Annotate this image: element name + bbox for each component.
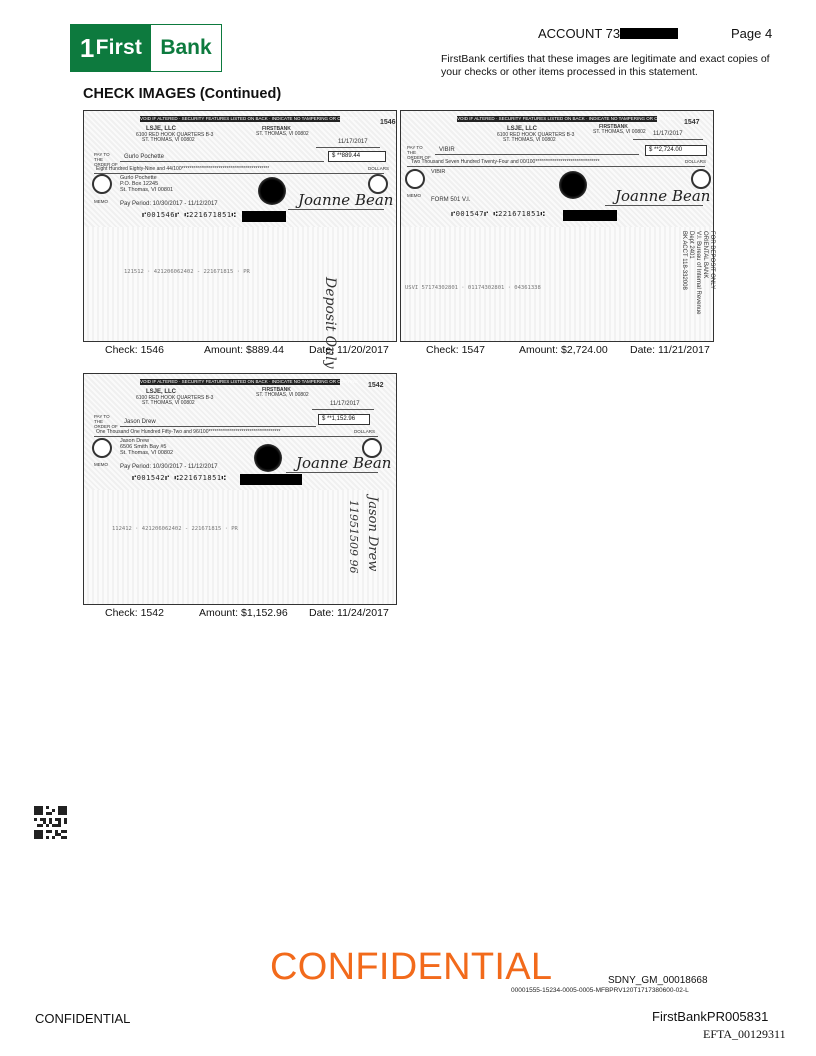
security-ring-left (92, 438, 112, 458)
check-date: 11/17/2017 (653, 131, 683, 137)
confidential-footer-label: CONFIDENTIAL (35, 1011, 131, 1026)
amount-line (407, 166, 705, 167)
payer-address-2: ST. THOMAS, VI 00802 (503, 137, 556, 143)
pay-to-label: PAY TO THE ORDER OF (94, 152, 118, 167)
payee-address-line: VIBIR (431, 169, 446, 175)
caption-date: Date: 11/24/2017 (309, 607, 389, 619)
sdny-bates-number: SDNY_GM_00018668 (608, 975, 708, 986)
confidential-stamp: CONFIDENTIAL (270, 946, 553, 988)
caption-amount: Amount: $1,152.96 (199, 607, 288, 619)
amount-line (94, 173, 384, 174)
deposit-stamp (680, 231, 715, 331)
date-line (633, 139, 703, 140)
security-seal (254, 444, 282, 472)
stamp-line: V.I. Bureau of Internal Revenue (695, 231, 701, 315)
check-date: 11/17/2017 (338, 139, 368, 145)
security-warning-bar: VOID IF ALTERED · SECURITY FEATURES LISTED ON BACK · INDICATE NO TAMPERING OR COPYING (457, 116, 676, 121)
bank-name: FIRSTBANK (262, 126, 291, 132)
amount-words: Eight Hundred Eighty-Nine and 44/100********************************************* (96, 166, 270, 172)
micr-line: ⑈001542⑈ ⑆221671851⑆ (132, 474, 227, 482)
caption-amount: Amount: $2,724.00 (519, 344, 608, 356)
pay-to-label: PAY TO THE ORDER OF (94, 414, 118, 429)
amount-words: Two Thousand Seven Hundred Twenty-Four and 00/100********************************* (411, 159, 600, 165)
logo-bank-text: Bank (151, 25, 221, 71)
pay-period: Pay Period: 10/30/2017 - 11/12/2017 (120, 201, 218, 207)
endorsement-micr: USVI 57174302801 · 01174302801 · 04361338 (405, 285, 541, 291)
stamp-line: Dept 2401 (688, 231, 694, 259)
signature: Joanne Bean (615, 187, 711, 205)
account-number: ACCOUNT 73 (538, 26, 621, 41)
security-ring-right (691, 169, 711, 189)
check-image-1547 (400, 110, 714, 342)
endorsement-micr: 112412 · 421206062402 - 221671815 · PR (112, 526, 238, 532)
payer-name: LSJE, LLC (146, 126, 177, 132)
handwritten-name: Jason Drew (365, 496, 380, 572)
payee-line (120, 161, 324, 162)
check-front (84, 111, 396, 228)
qr-code-icon (34, 806, 67, 839)
dollars-label: DOLLARS (685, 159, 707, 164)
dollars-label: DOLLARS (368, 166, 390, 171)
amount-box: $ **889.44 (328, 151, 386, 162)
caption-date: Date: 11/21/2017 (630, 344, 710, 356)
firstbank-logo (70, 24, 222, 72)
certification-text: FirstBank certifies that these images are legitimate and exact copies of your checks or other items processed in this statement. (441, 53, 770, 78)
bank-address: ST. THOMAS, VI 00802 (593, 129, 646, 135)
stamp-line: ORIENTAL BANK (702, 231, 708, 279)
amount-box: $ **1,152.96 (318, 414, 370, 425)
endorsement-micr: 121512 · 421206062402 - 221671815 · PR (124, 269, 250, 275)
document-id: 00001555-15234-0005-0005-MFBPRV120T1717380600-02-L (511, 987, 689, 994)
payer-name: LSJE, LLC (507, 126, 538, 132)
stamp-line: FOR DEPOSIT ONLY (709, 231, 715, 290)
address-line: 6506 Smith Bay #5 (120, 444, 167, 450)
address-line: St. Thomas, VI 00802 (120, 450, 174, 456)
payer-name: LSJE, LLC (146, 389, 177, 395)
date-line (312, 409, 374, 410)
signature: Joanne Bean (296, 454, 392, 472)
check-number: 1547 (684, 119, 700, 126)
address-line: St. Thomas, VI 00801 (120, 187, 174, 193)
logo-mark (71, 25, 151, 71)
micr-redaction (563, 210, 617, 221)
signature-line (286, 472, 378, 473)
micr-line: ⑈001547⑈ ⑆221671851⑆ (451, 210, 546, 218)
payer-address-1: 6100 RED HOOK QUARTERS B-3 (497, 132, 575, 138)
logo-first-text: First (95, 36, 143, 59)
caption-amount: Amount: $889.44 (204, 344, 284, 356)
memo-label: MEMO (407, 193, 421, 198)
security-seal (559, 171, 587, 199)
check-front (401, 111, 713, 228)
bank-name: FIRSTBANK (262, 387, 291, 393)
efta-number: EFTA_00129311 (703, 1027, 786, 1041)
bank-address: ST. THOMAS, VI 00802 (256, 392, 309, 398)
account-label (538, 26, 678, 41)
handwritten-number: 11951509 96 (347, 500, 360, 574)
date-line (316, 147, 380, 148)
memo-value: FORM 501 V.I. (431, 197, 471, 203)
micr-redaction (240, 474, 302, 485)
check-number: 1546 (380, 119, 396, 126)
security-ring-left (92, 174, 112, 194)
caption-check-number: Check: 1546 (105, 344, 164, 356)
payer-address-1: 6100 RED HOOK QUARTERS B-3 (136, 132, 214, 138)
address-line: Gurlo Pochette (120, 175, 157, 181)
check-date: 11/17/2017 (330, 401, 360, 407)
bank-address: ST. THOMAS, VI 00802 (256, 131, 309, 137)
memo-label: MEMO (94, 462, 108, 467)
check-back (401, 227, 713, 341)
amount-words: One Thousand One Hundred Fifty-Two and 96/100************************************* (96, 429, 281, 435)
dollars-label: DOLLARS (354, 429, 376, 434)
payee-address-block (120, 175, 173, 193)
security-warning-bar: VOID IF ALTERED · SECURITY FEATURES LISTED ON BACK · INDICATE NO TAMPERING OR COPYING (140, 379, 359, 384)
section-title: CHECK IMAGES (Continued) (83, 86, 282, 102)
address-line: P.O. Box 12245 (120, 181, 159, 187)
security-ring-left (405, 169, 425, 189)
signature-line (605, 205, 703, 206)
stamp-line: BK ACCT 118-332008 (681, 231, 687, 290)
payee-line (435, 154, 639, 155)
bank-name: FIRSTBANK (599, 124, 628, 130)
payee-name: Jason Drew (124, 419, 156, 425)
account-redaction (620, 28, 678, 39)
check-image-1542 (83, 373, 397, 605)
amount-box: $ **2,724.00 (645, 145, 707, 156)
handwritten-endorsement: Deposit Only (322, 277, 338, 369)
micr-line: ⑈001546⑈ ⑆221671851⑆ (142, 211, 237, 219)
signature-line (288, 209, 384, 210)
payee-line (120, 426, 316, 427)
payer-address-1: 6100 RED HOOK QUARTERS B-3 (136, 395, 214, 401)
payee-name: Gurlo Pochette (124, 154, 165, 160)
security-warning-bar: VOID IF ALTERED · SECURITY FEATURES LISTED ON BACK · INDICATE NO TAMPERING OR COPYING (140, 116, 359, 121)
payer-address-2: ST. THOMAS, VI 00802 (142, 137, 195, 143)
memo-label: MEMO (94, 199, 108, 204)
payee-address-block (120, 438, 173, 456)
security-seal (258, 177, 286, 205)
logo-number: 1 (79, 32, 95, 63)
pay-to-label: PAY TO THE ORDER OF (407, 145, 431, 160)
micr-redaction (242, 211, 286, 222)
address-line: Jason Drew (120, 438, 150, 444)
check-back (84, 490, 396, 604)
check-front (84, 374, 396, 491)
bates-number: FirstBankPR005831 (652, 1009, 769, 1024)
caption-date: Date: 11/20/2017 (309, 344, 389, 356)
caption-check-number: Check: 1547 (426, 344, 485, 356)
payer-address-2: ST. THOMAS, VI 00802 (142, 400, 195, 406)
pay-period: Pay Period: 10/30/2017 - 11/12/2017 (120, 464, 218, 470)
page-number: Page 4 (731, 26, 773, 41)
caption-check-number: Check: 1542 (105, 607, 164, 619)
check-number: 1542 (368, 382, 384, 389)
signature: Joanne Bean (298, 191, 394, 209)
payee-name: VIBIR (439, 147, 455, 153)
amount-line (94, 436, 378, 437)
